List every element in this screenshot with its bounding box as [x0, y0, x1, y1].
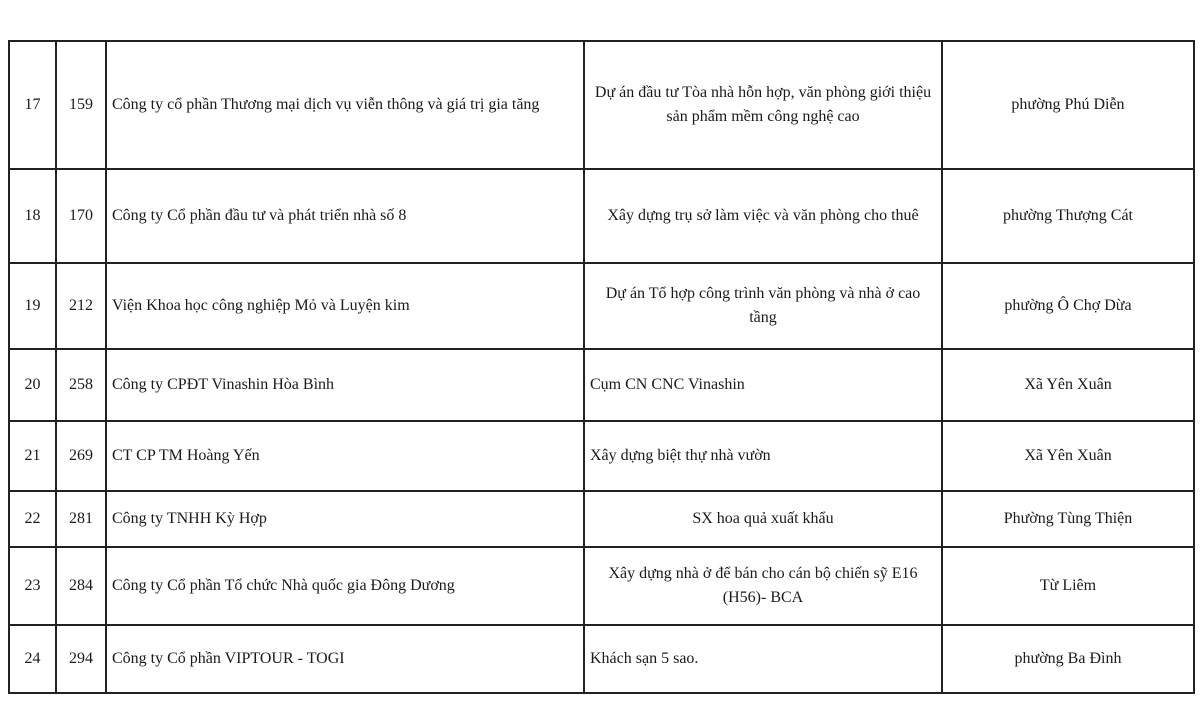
location-cell: phường Ba Đình [942, 625, 1194, 693]
row-index-cell: 23 [9, 547, 56, 625]
table-row [9, 491, 1194, 547]
project-cell: Khách sạn 5 sao. [584, 625, 942, 693]
location-cell: phường Phú Diễn [942, 41, 1194, 169]
table-row [9, 421, 1194, 491]
table-row [9, 349, 1194, 421]
row-number-cell: 170 [56, 169, 106, 263]
table-body [9, 41, 1194, 693]
location-cell: Xã Yên Xuân [942, 421, 1194, 491]
organization-cell: Công ty Cổ phần Tổ chức Nhà quốc gia Đông Dương [106, 547, 584, 625]
row-number-cell: 294 [56, 625, 106, 693]
row-number-cell: 284 [56, 547, 106, 625]
location-cell: phường Ô Chợ Dừa [942, 263, 1194, 349]
row-index-cell: 17 [9, 41, 56, 169]
organization-cell: CT CP TM Hoàng Yến [106, 421, 584, 491]
row-number-cell: 258 [56, 349, 106, 421]
table-row [9, 547, 1194, 625]
project-cell: Cụm CN CNC Vinashin [584, 349, 942, 421]
location-cell: Xã Yên Xuân [942, 349, 1194, 421]
table-row [9, 169, 1194, 263]
location-cell: Từ Liêm [942, 547, 1194, 625]
project-cell: Dự án đầu tư Tòa nhà hỗn hợp, văn phòng giới thiệu sản phẩm mềm công nghệ cao [584, 41, 942, 169]
row-index-cell: 21 [9, 421, 56, 491]
row-index-cell: 18 [9, 169, 56, 263]
row-index-cell: 20 [9, 349, 56, 421]
row-index-cell: 19 [9, 263, 56, 349]
organization-cell: Công ty Cổ phần đầu tư và phát triển nhà số 8 [106, 169, 584, 263]
project-cell: Xây dựng biệt thự nhà vườn [584, 421, 942, 491]
row-number-cell: 159 [56, 41, 106, 169]
project-cell: Dự án Tổ hợp công trình văn phòng và nhà ở cao tầng [584, 263, 942, 349]
row-index-cell: 22 [9, 491, 56, 547]
table-row [9, 625, 1194, 693]
project-cell: Xây dựng nhà ở để bán cho cán bộ chiến sỹ E16 (H56)- BCA [584, 547, 942, 625]
location-cell: phường Thượng Cát [942, 169, 1194, 263]
row-number-cell: 281 [56, 491, 106, 547]
land-project-table [8, 40, 1195, 694]
project-cell: Xây dựng trụ sở làm việc và văn phòng cho thuê [584, 169, 942, 263]
organization-cell: Công ty CPĐT Vinashin Hòa Bình [106, 349, 584, 421]
location-cell: Phường Tùng Thiện [942, 491, 1194, 547]
row-number-cell: 212 [56, 263, 106, 349]
organization-cell: Công ty TNHH Kỳ Hợp [106, 491, 584, 547]
organization-cell: Viện Khoa học công nghiệp Mỏ và Luyện kim [106, 263, 584, 349]
table-row [9, 263, 1194, 349]
project-cell: SX hoa quả xuất khẩu [584, 491, 942, 547]
row-number-cell: 269 [56, 421, 106, 491]
organization-cell: Công ty cổ phần Thương mại dịch vụ viễn thông và giá trị gia tăng [106, 41, 584, 169]
table-row [9, 41, 1194, 169]
row-index-cell: 24 [9, 625, 56, 693]
organization-cell: Công ty Cổ phần VIPTOUR - TOGI [106, 625, 584, 693]
